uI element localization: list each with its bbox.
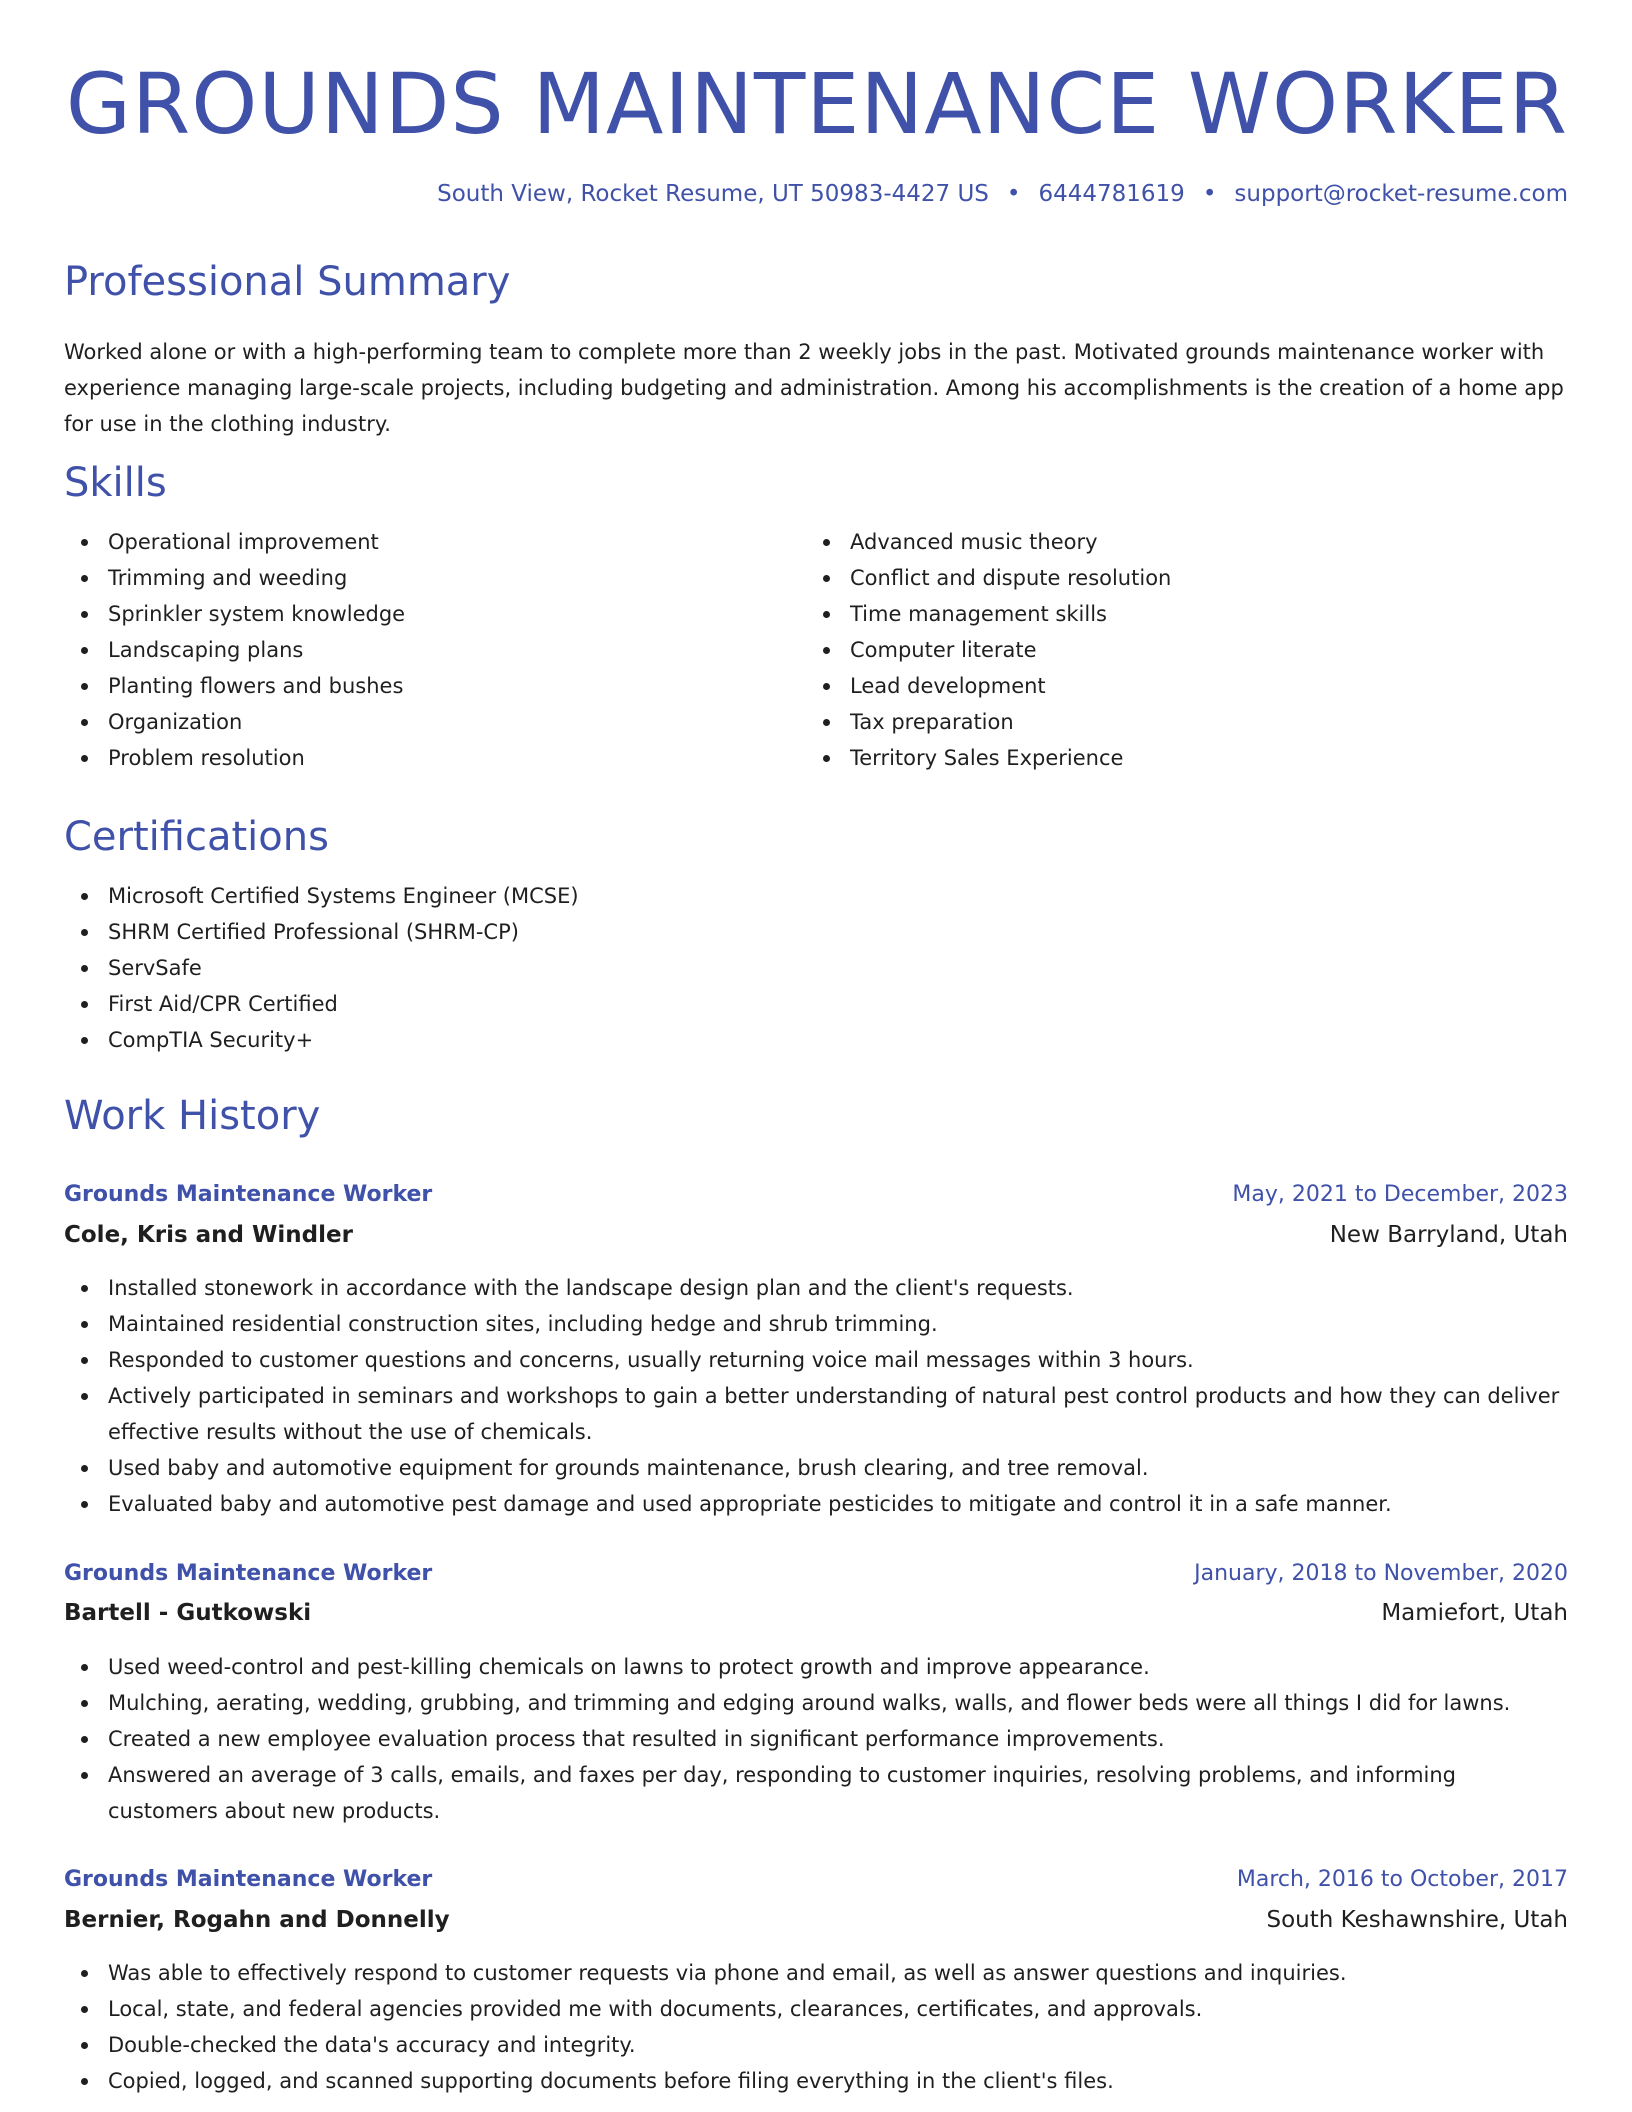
contact-separator: • — [1006, 181, 1021, 207]
skill-item: Landscaping plans — [64, 632, 764, 668]
skill-item: Territory Sales Experience — [806, 740, 1566, 776]
skill-item: Time management skills — [806, 596, 1566, 632]
job-company: Bartell - Gutkowski — [64, 1600, 312, 1626]
contact-line — [437, 178, 1568, 210]
certification-item: SHRM Certified Professional (SHRM-CP) — [64, 914, 1568, 950]
job-dates: March, 2016 to October, 2017 — [1236, 1867, 1568, 1892]
contact-email[interactable]: support@rocket-resume.com — [1234, 181, 1568, 207]
skill-item: Trimming and weeding — [64, 560, 764, 596]
job-dates: January, 2018 to November, 2020 — [1194, 1561, 1568, 1586]
job-bullet: Maintained residential construction sites, including hedge and shrub trimming. — [64, 1306, 1568, 1342]
job-bullet: Mulching, aerating, wedding, grubbing, and trimming and edging around walks, walls, and flower beds were all things I did for lawns. — [64, 1685, 1568, 1721]
job-bullets — [64, 1649, 1568, 1829]
job-bullet: Used baby and automotive equipment for grounds maintenance, brush clearing, and tree removal. — [64, 1450, 1568, 1486]
job-bullets — [64, 1955, 1568, 2099]
section-title-certifications: Certifications — [64, 814, 329, 860]
skills-list-left — [64, 524, 764, 776]
skill-item: Planting flowers and bushes — [64, 668, 764, 704]
summary-text: Worked alone or with a high-performing team to complete more than 2 weekly jobs in the past. Motivated grounds maintenance worker with experience managing large-scale projects, including budgeting and administration. Among his accomplishments is the creation of a home app for use in the clothing industry. — [64, 340, 1564, 436]
job-title: Grounds Maintenance Worker — [64, 1867, 433, 1892]
job-bullet: Installed stonework in accordance with the landscape design plan and the client's requests. — [64, 1270, 1568, 1306]
skill-item: Lead development — [806, 668, 1566, 704]
job-bullet: Actively participated in seminars and workshops to gain a better understanding of natural pest control products and how they can deliver effective results without the use of chemicals. — [64, 1378, 1568, 1450]
job-bullet: Evaluated baby and automotive pest damage and used appropriate pesticides to mitigate and control it in a safe manner. — [64, 1486, 1568, 1522]
job-company: Bernier, Rogahn and Donnelly — [64, 1907, 450, 1933]
contact-phone: 6444781619 — [1038, 181, 1185, 207]
certification-item: Microsoft Certified Systems Engineer (MCSE) — [64, 878, 1568, 914]
skill-item: Conflict and dispute resolution — [806, 560, 1566, 596]
job-bullet: Used weed-control and pest-killing chemicals on lawns to protect growth and improve appearance. — [64, 1649, 1568, 1685]
skills-list-right — [806, 524, 1566, 776]
section-title-skills: Skills — [64, 460, 167, 506]
skill-item: Sprinkler system knowledge — [64, 596, 764, 632]
job-bullet: Copied, logged, and scanned supporting documents before filing everything in the client's files. — [64, 2063, 1568, 2099]
certifications-list — [64, 878, 1568, 1058]
job-bullet: Created a new employee evaluation process that resulted in significant performance improvements. — [64, 1721, 1568, 1757]
skill-item: Organization — [64, 704, 764, 740]
job-location: New Barryland, Utah — [1329, 1222, 1568, 1248]
job-dates: May, 2021 to December, 2023 — [1232, 1182, 1568, 1207]
job-title: Grounds Maintenance Worker — [64, 1561, 433, 1586]
job-bullet: Was able to effectively respond to customer requests via phone and email, as well as answer questions and inquiries. — [64, 1955, 1568, 1991]
certification-item: ServSafe — [64, 950, 1568, 986]
skill-item: Advanced music theory — [806, 524, 1566, 560]
job-title: Grounds Maintenance Worker — [64, 1182, 433, 1207]
section-title-summary: Professional Summary — [64, 259, 511, 305]
contact-separator: • — [1202, 181, 1217, 207]
skill-item: Tax preparation — [806, 704, 1566, 740]
job-bullet: Responded to customer questions and concerns, usually returning voice mail messages within 3 hours. — [64, 1342, 1568, 1378]
job-company: Cole, Kris and Windler — [64, 1222, 353, 1248]
skill-item: Computer literate — [806, 632, 1566, 668]
job-bullet: Double-checked the data's accuracy and integrity. — [64, 2027, 1568, 2063]
job-bullet: Answered an average of 3 calls, emails, and faxes per day, responding to customer inquiries, resolving problems, and informing customers about new products. — [64, 1757, 1568, 1829]
job-location: Mamiefort, Utah — [1381, 1600, 1568, 1626]
certification-item: CompTIA Security+ — [64, 1022, 1568, 1058]
skill-item: Operational improvement — [64, 524, 764, 560]
job-bullets — [64, 1270, 1568, 1522]
contact-address: South View, Rocket Resume, UT 50983-4427 US — [437, 181, 989, 207]
certification-item: First Aid/CPR Certified — [64, 986, 1568, 1022]
resume-name: GROUNDS MAINTENANCE WORKER — [65, 55, 1568, 153]
skill-item: Problem resolution — [64, 740, 764, 776]
job-bullet: Local, state, and federal agencies provided me with documents, clearances, certificates, and approvals. — [64, 1991, 1568, 2027]
job-location: South Keshawnshire, Utah — [1266, 1907, 1568, 1933]
section-title-work-history: Work History — [64, 1093, 321, 1139]
